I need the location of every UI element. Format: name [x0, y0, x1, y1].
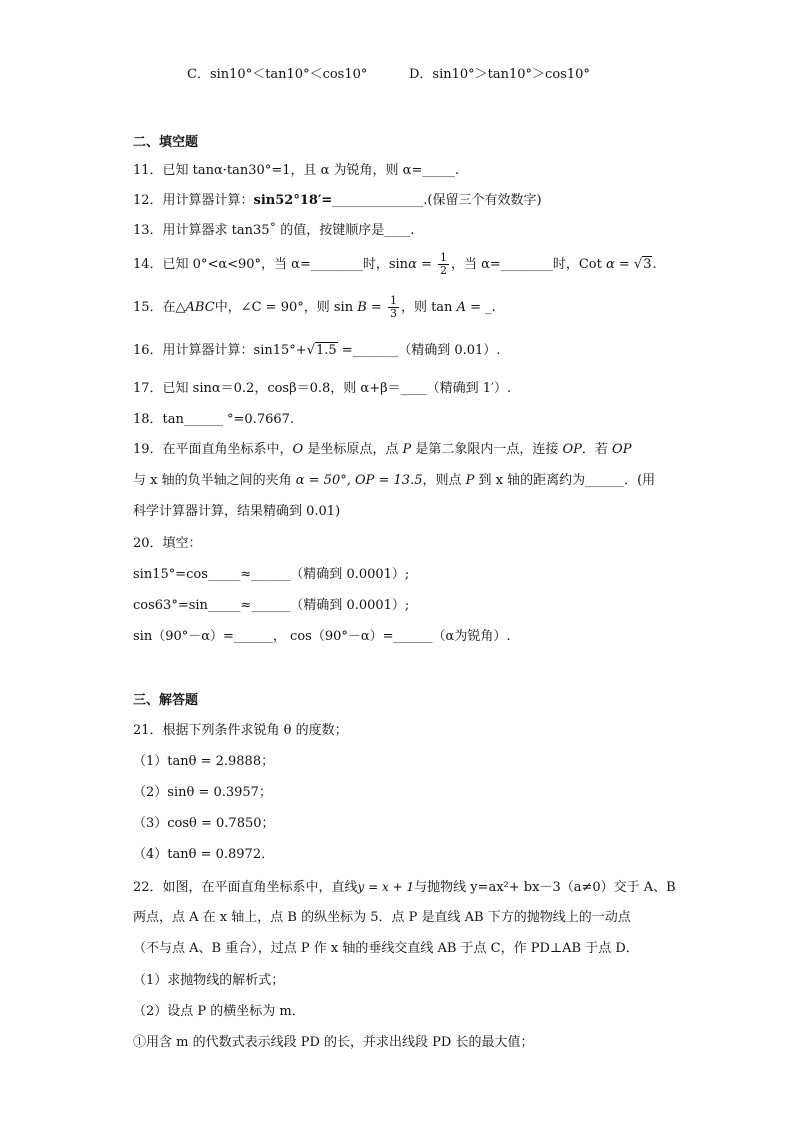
q14-fraction [438, 252, 449, 277]
q15-var-b: B [357, 300, 367, 315]
q16-part-b: =_______（精确到 0.01）. [337, 343, 501, 358]
q15-equals: = [366, 300, 386, 315]
q15-var-a: A [456, 300, 466, 315]
q12-expression: sin52°18′= [253, 193, 333, 208]
q15-part-b: 中， [214, 300, 241, 315]
question-21-title: 21．根据下列条件求锐角 θ 的度数； [133, 723, 348, 738]
q14-part-b: ，当 α=________时，Cot [451, 257, 606, 272]
question-21-item: （4）tanθ = 0.8972． [133, 847, 275, 862]
section-fill-blank-title: 二、填空题 [133, 135, 199, 150]
q19-segment-op-2: OP [612, 442, 632, 457]
q19-l1-c: 是第二象限内一点，连接 [411, 442, 563, 457]
q19-point-o: O [292, 442, 304, 457]
q14-equals-1: = [416, 257, 437, 272]
question-22-line-1 [133, 878, 676, 897]
question-19-line-1 [133, 441, 631, 459]
question-22-part-1: （1）求抛物线的解析式； [133, 973, 285, 988]
q14-sqrt [634, 252, 653, 278]
q19-l2-c: 到 x 轴的距离约为______．(用 [474, 473, 656, 488]
question-20-line-2: cos63°=sin_____≈______（精确到 0.0001）; [133, 598, 410, 613]
q15-fraction [388, 295, 399, 320]
option-c: C．sin10°＜tan10°＜cos10° [187, 67, 368, 82]
question-19-line-2 [133, 472, 655, 490]
q19-l1-d: ．若 [581, 442, 613, 457]
q15-part-e: = _. [465, 300, 496, 315]
question-22-part-2-sub-1: ①用含 m 的代数式表示线段 PD 的长，并求出线段 PD 长的最大值； [133, 1035, 534, 1050]
q14-part-a: 14．已知 0°<α<90°，当 α=________时，sin [133, 257, 409, 272]
q19-point-p-2: P [465, 473, 475, 488]
question-20-line-3: sin（90°－α）=______， cos（90°－α）=______（α为锐角）. [133, 629, 511, 644]
q14-equals-2: = [614, 257, 634, 272]
question-11: 11．已知 tanα·tan30°=1，且 α 为锐角，则 α=_____. [133, 163, 459, 178]
q19-l2-b: ，则点 [422, 473, 466, 488]
q19-l2-a: 与 x 轴的负半轴之间的夹角 [133, 473, 296, 488]
question-22-part-2: （2）设点 P 的横坐标为 m． [133, 1004, 305, 1019]
q14-radical-sign: √ [633, 257, 643, 272]
question-14 [133, 252, 657, 278]
q14-radicand: 3 [643, 257, 652, 272]
q15-numerator: 1 [389, 294, 397, 307]
q15-part-d: ，则 tan [400, 300, 457, 315]
question-20-line-1: sin15°=cos_____≈______（精确到 0.0001）; [133, 567, 410, 582]
q14-denominator: 2 [440, 264, 448, 277]
q16-part-a: 16．用计算器计算：sin15°+ [133, 343, 307, 358]
q14-alpha-1: α [408, 257, 417, 272]
q22-line-equation: y = x + 1 [357, 880, 415, 894]
question-21-item: （3）cosθ = 0.7850； [133, 816, 275, 831]
q15-denominator: 3 [389, 307, 397, 320]
q16-radicand: 1.5 [315, 343, 337, 358]
q19-segment-op: OP [562, 442, 582, 457]
question-12 [133, 192, 542, 210]
q19-point-p: P [402, 442, 412, 457]
section-answer-title: 三、解答题 [133, 693, 199, 708]
question-21-item: （2）sinθ = 0.3957； [133, 785, 272, 800]
question-16 [133, 342, 500, 360]
q15-angle: ∠C = 90° [240, 300, 304, 315]
question-19-line-3: 科学计算器计算，结果精确到 0.01) [133, 504, 341, 519]
q15-part-a: 15．在 [133, 300, 176, 315]
q14-numerator: 1 [440, 251, 448, 264]
question-18: 18．tan______ °=0.7667. [133, 412, 295, 427]
q16-radical-sign: √ [306, 343, 315, 358]
question-13: 13．用计算器求 tan35˚ 的值，按键顺序是____. [133, 223, 415, 238]
q15-triangle: △ABC [175, 300, 215, 315]
question-22-line-2: 两点，点 A 在 x 轴上，点 B 的纵坐标为 5．点 P 是直线 AB 下方的抛物线上的一动点 [133, 910, 631, 925]
q16-sqrt [307, 342, 338, 360]
q12-suffix: ______________.(保留三个有效数字) [332, 193, 542, 208]
q14-end: . [652, 257, 657, 272]
q19-l1-b: 是坐标原点，点 [303, 442, 403, 457]
q19-l2-math: α = 50°, OP = 13.5 [295, 473, 423, 488]
option-d: D．sin10°＞tan10°＞cos10° [409, 67, 590, 82]
q12-prefix: 12．用计算器计算： [133, 193, 254, 208]
question-15 [133, 295, 496, 321]
question-22-line-3: （不与点 A、B 重合），过点 P 作 x 轴的垂线交直线 AB 于点 C，作 PD⊥AB 于点 D． [133, 941, 639, 956]
question-17: 17．已知 sinα＝0.2，cosβ＝0.8，则 α+β＝____（精确到 1′）. [133, 381, 512, 396]
question-21-item: （1）tanθ = 2.9888； [133, 754, 275, 769]
q14-alpha-2: α [605, 257, 615, 272]
q22-l1-a: 22．如图，在平面直角坐标系中，直线 [133, 880, 358, 895]
question-20-title: 20．填空： [133, 536, 202, 551]
q22-l1-b: 与抛物线 y=ax²+ bx－3（a≠0）交于 A、B [414, 880, 676, 895]
q19-l1-a: 19．在平面直角坐标系中， [133, 442, 293, 457]
q15-part-c: ，则 sin [303, 300, 358, 315]
